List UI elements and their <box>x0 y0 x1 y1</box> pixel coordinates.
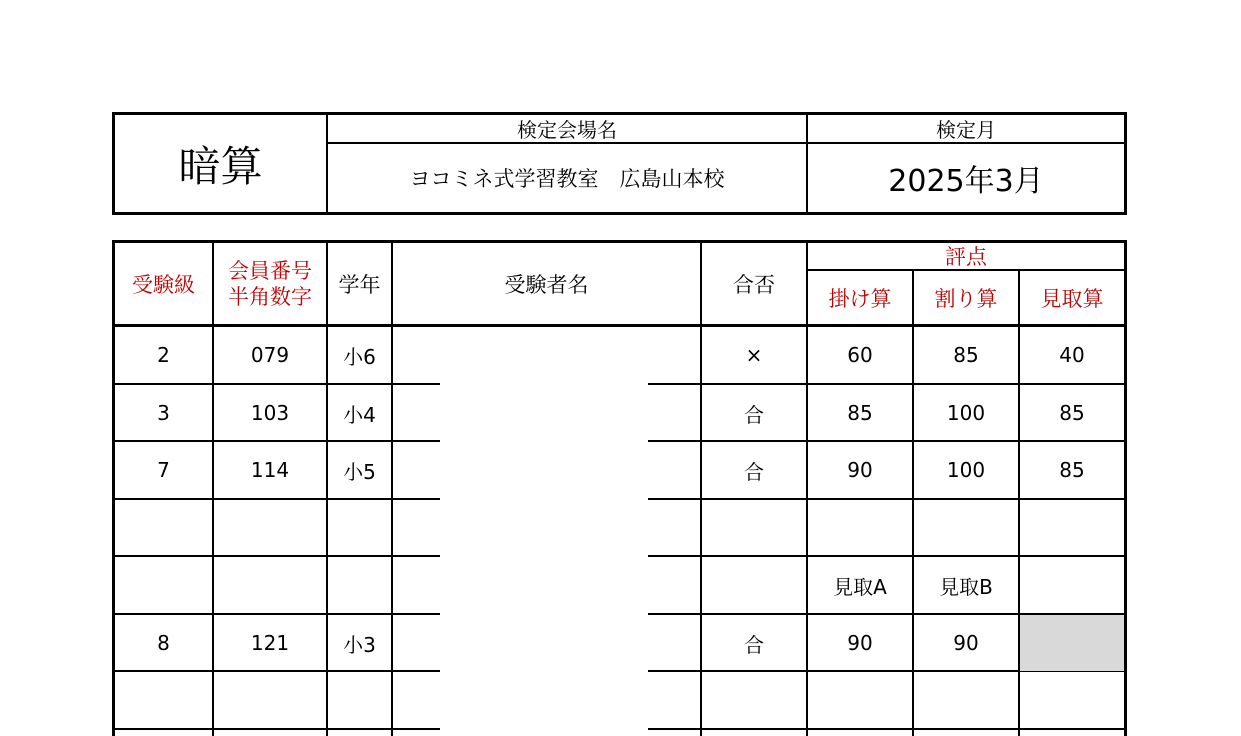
row-divider <box>393 383 440 385</box>
row-divider <box>648 440 700 442</box>
cell-pass-fail: 合 <box>744 632 764 657</box>
header-division: 割り算 <box>934 286 998 311</box>
cell-pass-fail <box>702 672 806 728</box>
row-divider <box>393 440 440 442</box>
cell-score-2: 100 <box>946 401 986 425</box>
cell-score-3: 40 <box>1059 343 1085 367</box>
cell-score-3 <box>1020 672 1124 728</box>
header-member-line1: 会員番号 <box>228 258 312 283</box>
header-member-line2: 半角数字 <box>228 284 312 309</box>
header-member-number <box>214 243 326 324</box>
cell-member-number: 121 <box>250 631 290 655</box>
subject-title: 暗算 <box>178 141 263 191</box>
cell-member-number: 114 <box>250 458 290 482</box>
header-examinee-name: 受験者名 <box>504 272 589 297</box>
venue-label: 検定会場名 <box>517 118 617 142</box>
cell-score-2: 85 <box>953 343 979 367</box>
cell-score-2: 100 <box>946 458 986 482</box>
cell-score-1: 60 <box>847 343 873 367</box>
cell-member-number: 103 <box>250 401 290 425</box>
cell-pass-fail <box>702 557 806 613</box>
row-divider <box>648 555 700 557</box>
row-divider <box>393 555 440 557</box>
cell-score-1: 90 <box>847 458 873 482</box>
cell-pass-fail <box>702 500 806 556</box>
cell-member-number <box>214 672 326 728</box>
row-divider <box>115 728 212 730</box>
header-multiplication: 掛け算 <box>828 286 892 311</box>
row-divider <box>648 383 700 385</box>
cell-score-2 <box>914 672 1018 728</box>
cell-score-3: 85 <box>1059 401 1085 425</box>
cell-score-2 <box>914 500 1018 556</box>
row-divider <box>648 613 700 615</box>
row-divider <box>214 728 326 730</box>
cell-score-3 <box>1020 615 1124 671</box>
cell-score-3 <box>1020 557 1124 613</box>
cell-grade <box>115 500 212 556</box>
header-mitori: 見取算 <box>1040 286 1104 311</box>
header-school-year: 学年 <box>338 272 381 297</box>
cell-pass-fail: 合 <box>744 459 764 484</box>
cell-score-1 <box>808 500 912 556</box>
cell-member-number: 079 <box>250 343 290 367</box>
cell-score-3 <box>1020 500 1124 556</box>
cell-grade: 3 <box>157 401 170 425</box>
cell-school-year: 小6 <box>343 344 376 369</box>
cell-score-1: 85 <box>847 401 873 425</box>
row-divider <box>702 728 806 730</box>
row-divider <box>393 670 440 672</box>
cell-grade: 2 <box>157 343 170 367</box>
cell-pass-fail: 合 <box>744 402 764 427</box>
cell-grade: 8 <box>157 631 170 655</box>
row-divider <box>648 728 700 730</box>
cell-score-1: 見取A <box>833 574 887 599</box>
cell-school-year: 小3 <box>343 632 376 657</box>
cell-score-2: 見取B <box>939 574 993 599</box>
cell-member-number <box>214 557 326 613</box>
header-pass-fail: 合否 <box>733 272 775 297</box>
header-grade: 受験級 <box>132 272 195 297</box>
header-score: 評点 <box>945 245 987 269</box>
cell-pass-fail: × <box>745 343 763 367</box>
table-border <box>1124 240 1127 736</box>
cell-score-3: 85 <box>1059 458 1085 482</box>
cell-school-year <box>328 500 391 556</box>
cell-score-2: 90 <box>953 631 979 655</box>
row-divider <box>393 498 440 500</box>
cell-member-number <box>214 500 326 556</box>
venue-name: ヨコミネ式学習教室 広島山本校 <box>409 167 725 191</box>
cell-score-1: 90 <box>847 631 873 655</box>
row-divider <box>808 728 1124 730</box>
row-divider <box>328 728 391 730</box>
cell-school-year <box>328 672 391 728</box>
month-label: 検定月 <box>936 118 996 142</box>
cell-school-year <box>328 557 391 613</box>
exam-month: 2025年3月 <box>888 164 1044 199</box>
cell-grade <box>115 672 212 728</box>
cell-school-year: 小4 <box>343 402 376 427</box>
cell-score-1 <box>808 672 912 728</box>
cell-school-year: 小5 <box>343 459 376 484</box>
row-divider <box>648 498 700 500</box>
row-divider <box>648 670 700 672</box>
cell-grade <box>115 557 212 613</box>
cell-grade: 7 <box>157 458 170 482</box>
row-divider <box>393 613 440 615</box>
row-divider <box>393 728 440 730</box>
